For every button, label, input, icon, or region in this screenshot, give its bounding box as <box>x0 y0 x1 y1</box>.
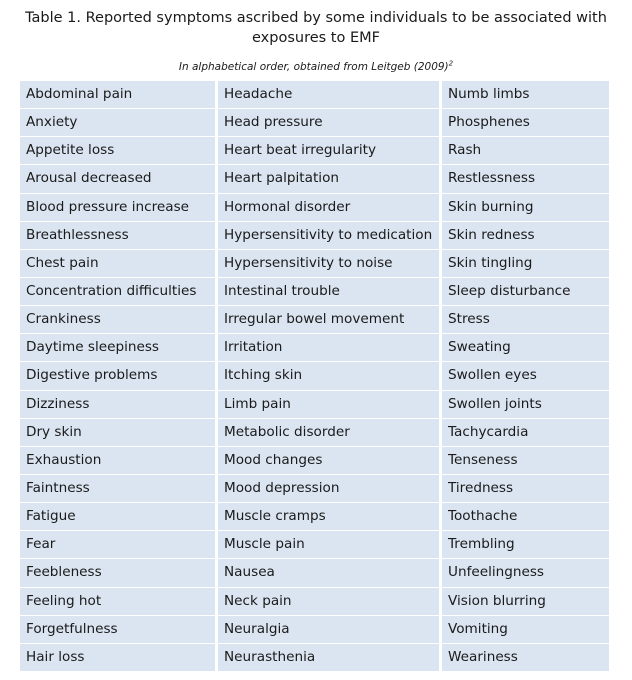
table-row <box>20 250 609 278</box>
footnote-reference: 2 <box>448 59 454 68</box>
table-cell: Digestive problems <box>20 362 215 390</box>
table-cell: Itching skin <box>218 362 439 390</box>
table-cell: Stress <box>442 306 609 334</box>
table-cell: Vomiting <box>442 616 609 644</box>
table-row <box>20 475 609 503</box>
table-cell: Weariness <box>442 644 609 672</box>
table-cell: Skin burning <box>442 194 609 222</box>
table-cell: Skin redness <box>442 222 609 250</box>
table-cell: Metabolic disorder <box>218 419 439 447</box>
table-cell: Restlessness <box>442 165 609 193</box>
table-row <box>20 391 609 419</box>
table-cell: Mood changes <box>218 447 439 475</box>
table-caption-line-2: exposures to EMF <box>252 30 380 46</box>
table-cell: Tenseness <box>442 447 609 475</box>
table-cell: Crankiness <box>20 306 215 334</box>
table-cell: Muscle cramps <box>218 503 439 531</box>
table-cell: Abdominal pain <box>20 81 215 109</box>
table-cell: Neck pain <box>218 588 439 616</box>
table-cell: Swollen eyes <box>442 362 609 390</box>
table-row <box>20 109 609 137</box>
table-row <box>20 447 609 475</box>
table-subcaption <box>0 60 632 74</box>
table-cell: Hormonal disorder <box>218 194 439 222</box>
table-cell: Muscle pain <box>218 531 439 559</box>
table-row <box>20 278 609 306</box>
table-cell: Appetite loss <box>20 137 215 165</box>
table-cell: Toothache <box>442 503 609 531</box>
table-cell: Rash <box>442 137 609 165</box>
table-cell: Vision blurring <box>442 588 609 616</box>
table-cell: Neuralgia <box>218 616 439 644</box>
table-row <box>20 306 609 334</box>
table-cell: Headache <box>218 81 439 109</box>
table-cell: Heart beat irregularity <box>218 137 439 165</box>
table-cell: Heart palpitation <box>218 165 439 193</box>
table-cell: Numb limbs <box>442 81 609 109</box>
table-cell: Phosphenes <box>442 109 609 137</box>
table-caption <box>0 8 632 48</box>
table-row <box>20 559 609 587</box>
symptoms-table <box>20 81 609 672</box>
table-cell: Trembling <box>442 531 609 559</box>
table-row <box>20 334 609 362</box>
table-row <box>20 616 609 644</box>
table-cell: Mood depression <box>218 475 439 503</box>
table-cell: Tachycardia <box>442 419 609 447</box>
table-cell: Hypersensitivity to medication <box>218 222 439 250</box>
table-cell: Fear <box>20 531 215 559</box>
table-cell: Concentration difficulties <box>20 278 215 306</box>
table-cell: Unfeelingness <box>442 559 609 587</box>
table-cell: Limb pain <box>218 391 439 419</box>
table-row <box>20 222 609 250</box>
table-cell: Irritation <box>218 334 439 362</box>
table-cell: Chest pain <box>20 250 215 278</box>
table-cell: Dry skin <box>20 419 215 447</box>
table-cell: Faintness <box>20 475 215 503</box>
table-cell: Sweating <box>442 334 609 362</box>
table-cell: Hair loss <box>20 644 215 672</box>
table-row <box>20 588 609 616</box>
table-caption-line-1: Table 1. Reported symptoms ascribed by some individuals to be associated with <box>25 10 607 26</box>
table-cell: Irregular bowel movement <box>218 306 439 334</box>
table-row <box>20 362 609 390</box>
table-cell: Skin tingling <box>442 250 609 278</box>
table-cell: Neurasthenia <box>218 644 439 672</box>
table-cell: Nausea <box>218 559 439 587</box>
table-row <box>20 137 609 165</box>
table-cell: Swollen joints <box>442 391 609 419</box>
table-cell: Blood pressure increase <box>20 194 215 222</box>
table-cell: Head pressure <box>218 109 439 137</box>
table-row <box>20 81 609 109</box>
table-row <box>20 531 609 559</box>
table-cell: Feebleness <box>20 559 215 587</box>
table-row <box>20 194 609 222</box>
table-row <box>20 644 609 672</box>
table-row <box>20 503 609 531</box>
table-cell: Arousal decreased <box>20 165 215 193</box>
table-cell: Fatigue <box>20 503 215 531</box>
table-row <box>20 419 609 447</box>
table-cell: Breathlessness <box>20 222 215 250</box>
table-cell: Intestinal trouble <box>218 278 439 306</box>
table-cell: Anxiety <box>20 109 215 137</box>
table-subcaption-text: In alphabetical order, obtained from Leitgeb (2009) <box>178 61 449 73</box>
table-cell: Forgetfulness <box>20 616 215 644</box>
table-cell: Dizziness <box>20 391 215 419</box>
table-cell: Exhaustion <box>20 447 215 475</box>
table-cell: Sleep disturbance <box>442 278 609 306</box>
table-cell: Hypersensitivity to noise <box>218 250 439 278</box>
table-row <box>20 165 609 193</box>
table-cell: Feeling hot <box>20 588 215 616</box>
table-cell: Daytime sleepiness <box>20 334 215 362</box>
table-cell: Tiredness <box>442 475 609 503</box>
